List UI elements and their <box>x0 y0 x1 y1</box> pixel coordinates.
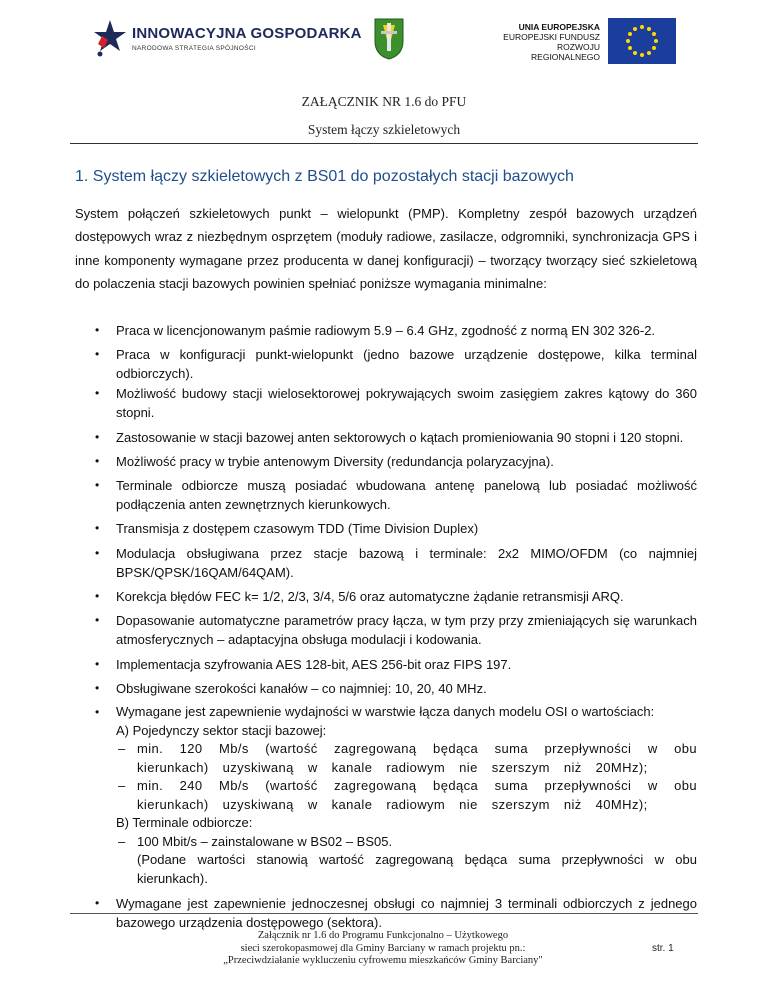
throughput-b-label: B) Terminale odbiorcze: <box>116 815 253 831</box>
list-item: • Możliwość budowy stacji wielosektorowej pokrywających swoim zasięgiem zakres kątowy do 360 stopni. <box>95 384 697 422</box>
attachment-title: ZAŁĄCZNIK NR 1.6 do PFU <box>301 94 467 109</box>
list-item: • Wymagane jest zapewnienie jednoczesnej obsługi co najmniej 3 terminali odbiorczych z jednego bazowego urządzenia dostępowego (sektora). <box>95 894 697 932</box>
footer-divider <box>70 913 698 914</box>
list-item: • Obsługiwane szerokości kanałów – co najmniej: 10, 20, 40 MHz. <box>95 679 697 698</box>
throughput-lead: • Wymagane jest zapewnienie wydajności w warstwie łącza danych modelu OSI o wartościach: <box>116 704 655 720</box>
eu-line-3: ROZWOJU REGIONALNEGO <box>531 42 600 62</box>
page-number: str. 1 <box>652 943 674 954</box>
attachment-subtitle: System łączy szkieletowych <box>307 122 461 137</box>
gmina-crest-icon <box>373 17 405 61</box>
list-item: • Praca w konfiguracji punkt-wielopunkt (jedno bazowe urządzenie dostępowe, kilka terminal odbiorczych). <box>95 345 697 383</box>
title-divider <box>70 143 698 144</box>
ig-logo-title: INNOWACYJNA GOSPODARKA <box>132 25 362 42</box>
eu-line-2: EUROPEJSKI FUNDUSZ <box>503 32 600 42</box>
list-item: • Zastosowanie w stacji bazowej anten sektorowych o kątach promieniowania 90 stopni i 120 stopni. <box>95 428 697 447</box>
innowacyjna-gospodarka-logo <box>92 18 362 62</box>
list-item: • Implementacja szyfrowania AES 128-bit, AES 256-bit oraz FIPS 197. <box>95 655 697 674</box>
footer-line-1: Załącznik nr 1.6 do Programu Funkcjonalno – Użytkowego <box>257 930 509 941</box>
footer-line-3: „Przeciwdziałanie wykluczeniu cyfrowemu mieszkańców Gminy Barciany" <box>223 955 543 966</box>
eu-fund-text <box>488 22 600 62</box>
ig-star-icon <box>92 18 128 62</box>
list-item: • Transmisja z dostępem czasowym TDD (Time Division Duplex) <box>95 519 697 538</box>
requirements-list <box>95 321 697 937</box>
eu-line-1: UNIA EUROPEJSKA <box>518 22 600 32</box>
list-item: • Praca w licencjonowanym paśmie radiowym 5.9 – 6.4 GHz, zgodność z normą EN 302 326-2. <box>95 321 697 340</box>
list-item: • Terminale odbiorcze muszą posiadać wbudowana antenę panelową lub posiadać możliwość podłączenia anten zewnętrznych kierunkowych. <box>95 476 697 514</box>
footer-text <box>170 930 596 968</box>
throughput-b-note: (Podane wartości stanowią wartość zagregowaną będąca suma przepływności w obu kierunkach). <box>137 852 697 886</box>
intro-paragraph: System połączeń szkieletowych punkt – wielopunkt (PMP). Kompletny zespół bazowych urządzeń dostępowych wraz z niezbędnym osprzętem (moduły radiowe, zasilacze, odgromniki, synchronizacja GPS i inne komponenty wymagane przez producenta w danej konfiguracji) – tworzący tworzący sieć szkieletową do polaczenia stacji bazowych powinien spełniać poniższe wymagania minimalne: <box>75 206 697 291</box>
list-item: • Korekcja błędów FEC k= 1/2, 2/3, 3/4, 5/6 oraz automatyczne żądanie retransmisji ARQ. <box>95 587 697 606</box>
throughput-b-item: – 100 Mbit/s – zainstalowane w BS02 – BS05. <box>116 833 697 852</box>
ig-logo-subtitle: NARODOWA STRATEGIA SPÓJNOŚCI <box>132 45 256 52</box>
footer-line-2: sieci szerokopasmowej dla Gminy Barciany w ramach projektu pn.: <box>240 942 526 954</box>
list-item: • Modulacja obsługiwana przez stacje bazową i terminale: 2x2 MIMO/OFDM (co najmniej BPSK/QPSK/16QAM/64QAM). <box>95 544 697 582</box>
throughput-a-item: – min. 240 Mb/s (wartość zagregowaną będąca suma przepływności w obu kierunkach) uzyskiwaną w kanale radiowym nie szerszym niż 40MHz); <box>116 777 697 814</box>
throughput-a-label: A) Pojedynczy sektor stacji bazowej: <box>116 722 327 738</box>
throughput-a-item: – min. 120 Mb/s (wartość zagregowaną będąca suma przepływności w obu kierunkach) uzyskiwaną w kanale radiowym nie szerszym niż 20MHz); <box>116 740 697 777</box>
section-heading: 1. System łączy szkieletowych z BS01 do pozostałych stacji bazowych <box>75 168 574 185</box>
throughput-list-item <box>95 703 697 888</box>
list-item: • Dopasowanie automatyczne parametrów pracy łącza, w tym przy przy zmieniających się warunkach atmosferycznych – adaptacyjna obsługa modulacji i kodowania. <box>95 611 697 649</box>
list-item: • Możliwość pracy w trybie antenowym Diversity (redundancja polaryzacyjna). <box>95 452 697 471</box>
eu-flag-icon <box>608 18 676 64</box>
